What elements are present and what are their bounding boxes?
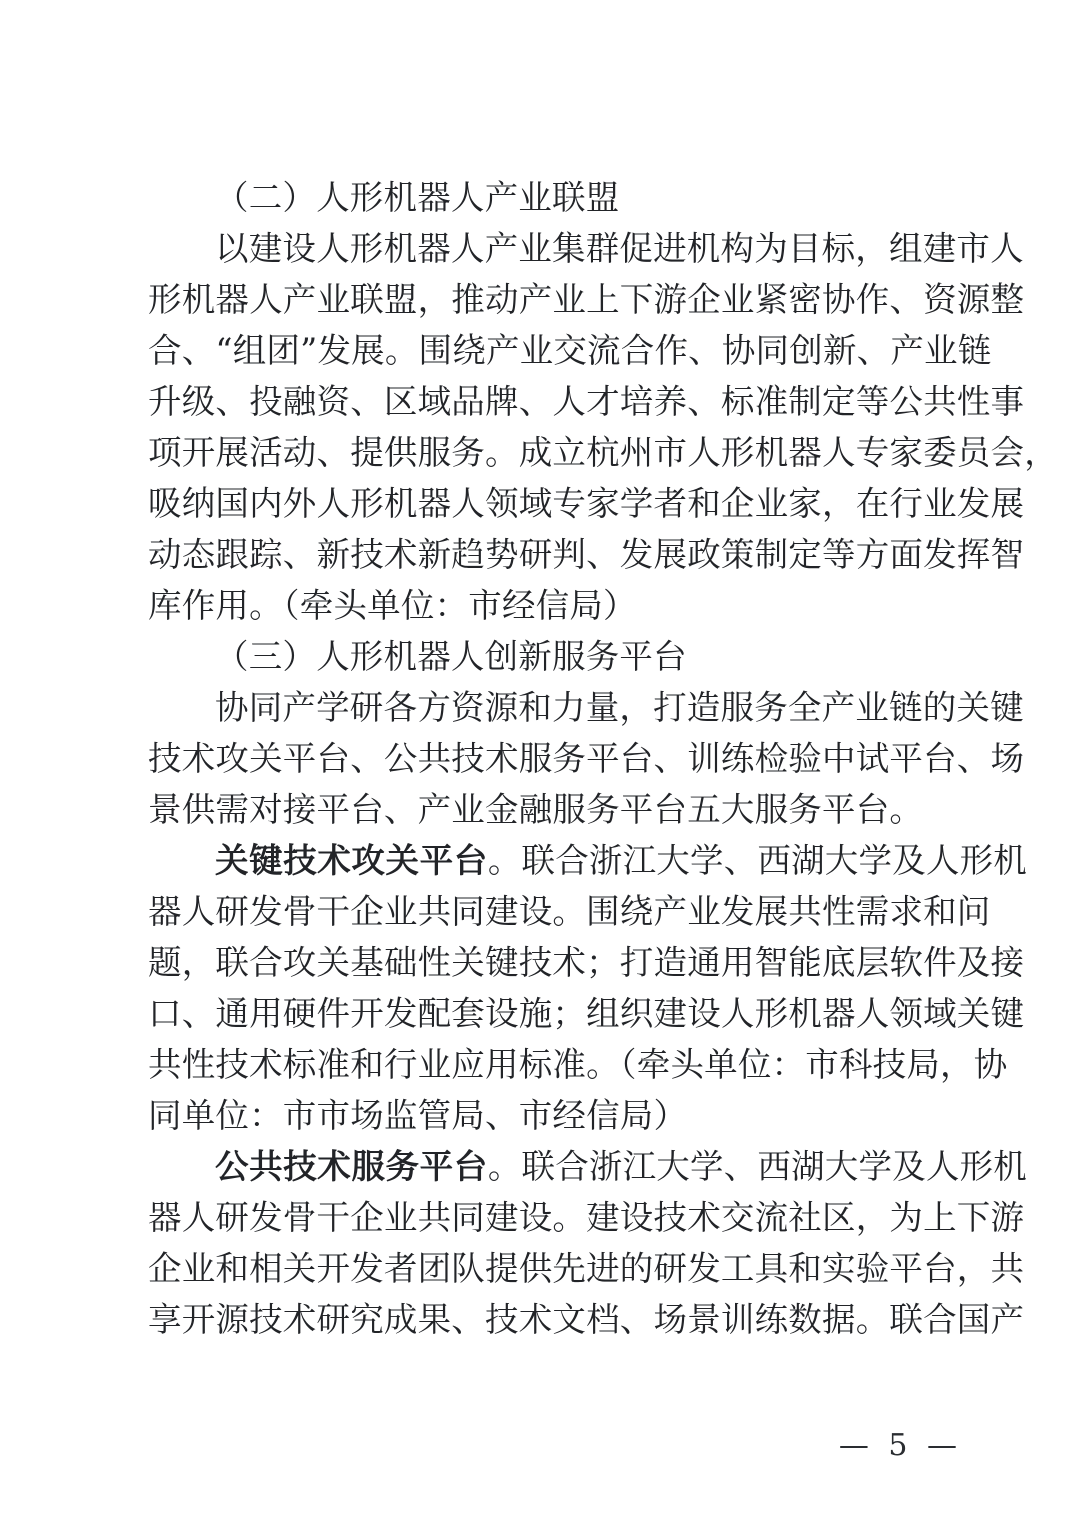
paragraph-line: 技术攻关平台、公共技术服务平台、训练检验中试平台、场 — [148, 739, 1025, 778]
paragraph-line: 动态跟踪、新技术新趋势研判、发展政策制定等方面发挥智 — [148, 535, 1025, 574]
paragraph-line-text: 。联合浙江大学、西湖大学及人形机 — [487, 841, 1028, 880]
paragraph-line: 器人研发骨干企业共同建设。建设技术交流社区，为上下游 — [148, 1198, 1025, 1237]
paragraph-line: 享开源技术研究成果、技术文档、场景训练数据。联合国产 — [148, 1300, 1025, 1339]
paragraph-line: 协同产学研各方资源和力量，打造服务全产业链的关键 — [215, 688, 1024, 727]
paragraph-line: 升级、投融资、区域品牌、人才培养、标准制定等公共性事 — [148, 382, 1025, 421]
paragraph-lead-label: 公共技术服务平台 — [215, 1147, 488, 1186]
paragraph-line-text: 。联合浙江大学、西湖大学及人形机 — [487, 1147, 1028, 1186]
section-heading-2: （二）人形机器人产业联盟 — [215, 178, 620, 217]
paragraph-line: 以建设人形机器人产业集群促进机构为目标，组建市人 — [215, 229, 1024, 268]
paragraph-line: 合、“组团”发展。围绕产业交流合作、协同创新、产业链 — [148, 331, 992, 370]
paragraph-line-with-lead — [148, 835, 1028, 886]
paragraph-line: 口、通用硬件开发配套设施；组织建设人形机器人领域关键 — [148, 994, 1025, 1033]
page-number: — 5 — — [838, 1428, 962, 1463]
paragraph-line: 景供需对接平台、产业金融服务平台五大服务平台。 — [148, 790, 924, 829]
document-body — [148, 172, 1058, 1345]
paragraph-line: 项开展活动、提供服务。成立杭州市人形机器人专家委员会， — [148, 433, 1058, 472]
paragraph-line: 吸纳国内外人形机器人领域专家学者和企业家，在行业发展 — [148, 484, 1025, 523]
section-heading-3: （三）人形机器人创新服务平台 — [215, 637, 687, 676]
paragraph-lead-label: 关键技术攻关平台 — [215, 841, 488, 880]
paragraph-line-with-lead — [148, 1141, 1028, 1192]
paragraph-line: 题，联合攻关基础性关键技术；打造通用智能底层软件及接 — [148, 943, 1025, 982]
paragraph-line: 形机器人产业联盟，推动产业上下游企业紧密协作、资源整 — [148, 280, 1025, 319]
paragraph-line: 器人研发骨干企业共同建设。围绕产业发展共性需求和问 — [148, 892, 991, 931]
paragraph-line: 库作用。（牵头单位：市经信局） — [148, 586, 637, 625]
paragraph-line: 企业和相关开发者团队提供先进的研发工具和实验平台，共 — [148, 1249, 1025, 1288]
paragraph-line: 共性技术标准和行业应用标准。（牵头单位：市科技局，协 — [148, 1045, 1008, 1084]
paragraph-line: 同单位：市市场监管局、市经信局） — [148, 1096, 688, 1135]
